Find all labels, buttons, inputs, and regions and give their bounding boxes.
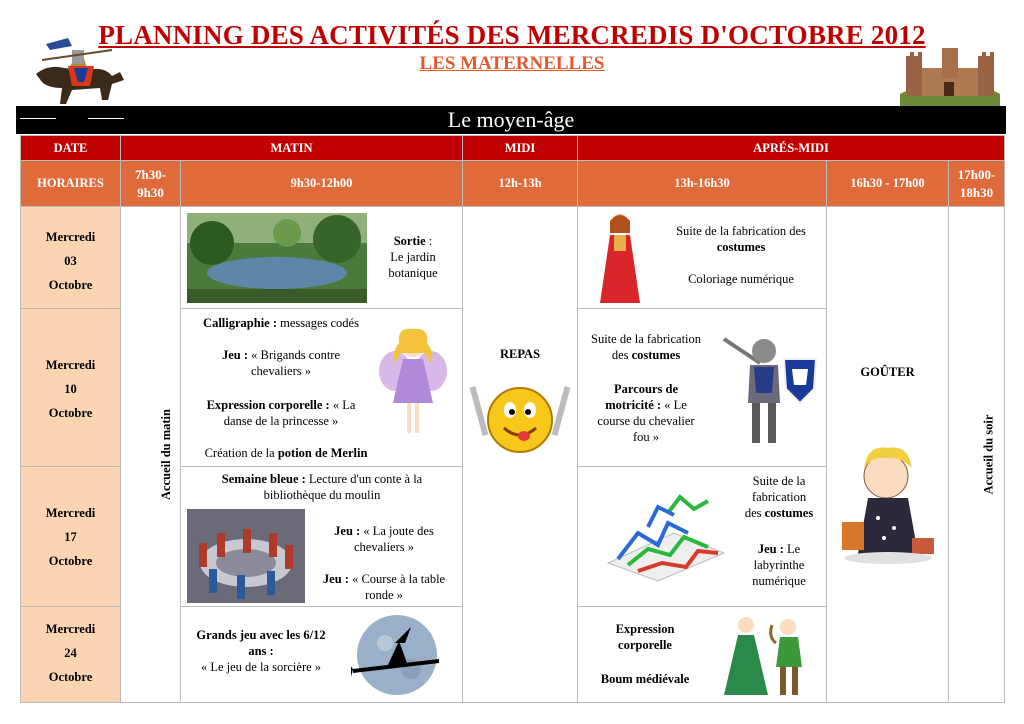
garden-photo — [187, 213, 367, 303]
activity-expression — [181, 397, 381, 429]
activity-title: corporelle — [618, 638, 672, 652]
horaire-apres-midi: 13h-16h30 — [578, 161, 827, 207]
matin-cell — [181, 467, 463, 607]
activity-title: potion de Merlin — [277, 446, 368, 460]
date-line: Octobre — [48, 670, 93, 684]
activity-text: messages codés — [277, 316, 359, 330]
activity-jeu-sorciere — [181, 627, 341, 675]
activity-title: Semaine bleue : — [221, 472, 306, 486]
activity-text: Suite de la fabrication — [591, 332, 702, 346]
activity-text: ronde » — [365, 588, 403, 602]
activity-text: « Course à la table — [348, 572, 446, 586]
gouter-cell — [827, 207, 949, 703]
activity-joute — [309, 523, 459, 555]
activity-text: labyrinthe — [753, 558, 805, 572]
activity-costumes — [732, 473, 826, 521]
activity-text: chevaliers » — [250, 364, 312, 378]
col-matin: MATIN — [121, 136, 463, 161]
date-line: 24 — [64, 646, 77, 660]
activity-text: chevaliers » — [353, 540, 415, 554]
activity-calligraphie — [181, 315, 381, 331]
round-table-photo — [187, 509, 305, 603]
apres-midi-cell — [578, 309, 827, 467]
princess-icon — [596, 211, 648, 305]
accueil-soir-cell — [949, 207, 1005, 703]
table-row — [21, 207, 1005, 309]
witch-moon-icon — [351, 613, 443, 697]
activity-text: Lecture d'un conte à la — [305, 472, 423, 486]
apres-midi-cell — [578, 467, 827, 607]
date-line: Octobre — [48, 554, 93, 568]
activity-title: Expression corporelle : — [206, 398, 330, 412]
apres-midi-cell — [578, 607, 827, 703]
activity-text: Création de la — [204, 446, 278, 460]
date-line: Mercredi — [45, 506, 96, 520]
activity-text: fabrication — [751, 490, 807, 504]
activity-title: costumes — [764, 506, 814, 520]
accueil-matin-cell — [121, 207, 181, 703]
horaire-matin: 9h30-12h00 — [181, 161, 463, 207]
activity-title: Expression — [615, 622, 675, 636]
activity-title: ans : — [248, 644, 274, 658]
gouter-label: GOÛTER — [860, 365, 915, 379]
activity-text: « La joute des — [360, 524, 434, 538]
activity-costumes — [660, 223, 822, 287]
date-line: Octobre — [48, 278, 93, 292]
activity-title: Calligraphie : — [203, 316, 278, 330]
activity-title: Boum médiévale — [600, 672, 690, 686]
activity-text: « Le jeu de la sorcière » — [200, 660, 322, 674]
horaire-midi: 12h-13h — [463, 161, 578, 207]
accueil-soir-label: Accueil du soir — [981, 414, 996, 495]
activity-text: Suite de la — [752, 474, 806, 488]
activity-text: des — [611, 348, 632, 362]
horaire-accueil-matin: 7h30-9h30 — [121, 161, 181, 207]
activity-text: Coloriage numérique — [688, 272, 794, 286]
matin-cell — [181, 309, 463, 467]
medieval-dancers-icon — [716, 613, 820, 699]
activity-text: bibliothèque du moulin — [263, 488, 381, 502]
date-line: 10 — [64, 382, 77, 396]
page-subtitle: LES MATERNELLES — [419, 53, 605, 74]
maze-icon — [598, 493, 730, 585]
child-snack-icon — [838, 438, 938, 568]
activity-text: « Brigands contre — [248, 348, 341, 362]
activity-text: numérique — [752, 574, 806, 588]
activity-semaine-bleue — [181, 471, 463, 503]
activity-costumes — [578, 331, 714, 363]
activity-title: costumes — [716, 240, 766, 254]
activity-text: : — [425, 234, 433, 248]
activity-title: Sortie — [393, 234, 426, 248]
page-header — [0, 0, 1024, 106]
matin-cell — [181, 607, 463, 703]
fairy-icon — [377, 323, 449, 439]
col-apres-midi: APRÉS-MIDI — [578, 136, 1005, 161]
smiley-fork-knife-icon — [468, 376, 572, 460]
horaire-accueil-soir: 17h00-18h30 — [949, 161, 1005, 207]
date-line: Mercredi — [45, 358, 96, 372]
activity-parcours — [578, 381, 714, 445]
activity-potion — [181, 445, 391, 461]
castle-icon — [898, 44, 1002, 106]
theme-divider-left — [20, 118, 56, 119]
apres-midi-cell — [578, 207, 827, 309]
activity-text: Le — [783, 542, 801, 556]
repas-label: REPAS — [499, 347, 541, 361]
activity-text: « La — [329, 398, 356, 412]
knight-icon — [720, 329, 820, 449]
activity-text: des — [744, 506, 765, 520]
activity-text: « Le — [661, 398, 687, 412]
date-line: Mercredi — [45, 230, 96, 244]
activity-title: Grands jeu avec les 6/12 — [196, 628, 326, 642]
col-midi: MIDI — [463, 136, 578, 161]
activity-table-ronde — [309, 571, 459, 603]
page-title: PLANNING DES ACTIVITÉS DES MERCREDIS D'OCTOBRE 2012 — [98, 20, 926, 50]
activity-title: motricité : — [605, 398, 662, 412]
date-cell — [21, 467, 121, 607]
activity-text: danse de la princesse » — [223, 414, 339, 428]
activity-sortie — [371, 233, 455, 281]
activity-text: Le jardin — [390, 250, 436, 264]
horaires-label: HORAIRES — [21, 161, 121, 207]
activity-text: Suite de la fabrication des — [676, 224, 806, 238]
repas-cell — [463, 207, 578, 703]
date-cell — [21, 309, 121, 467]
activity-text: botanique — [388, 266, 438, 280]
activity-title: costumes — [631, 348, 681, 362]
date-cell — [21, 607, 121, 703]
activity-title: Parcours de — [614, 382, 679, 396]
horaire-gouter: 16h30 - 17h00 — [827, 161, 949, 207]
activity-title: Jeu : — [757, 542, 784, 556]
activity-labyrinthe — [732, 541, 826, 589]
header-row-columns — [21, 136, 1005, 161]
activity-expression — [578, 621, 712, 653]
activity-text: fou » — [632, 430, 660, 444]
theme-banner — [16, 106, 1006, 134]
activity-text: course du chevalier — [597, 414, 695, 428]
header-row-horaires — [21, 161, 1005, 207]
activity-title: Jeu : — [221, 348, 249, 362]
accueil-matin-label: Accueil du matin — [158, 409, 173, 500]
activity-jeu — [181, 347, 381, 379]
theme-label: Le moyen-âge — [447, 107, 575, 132]
date-cell — [21, 207, 121, 309]
theme-divider-left-2 — [88, 118, 124, 119]
date-line: Octobre — [48, 406, 93, 420]
col-date: DATE — [21, 136, 121, 161]
planning-table — [20, 135, 1005, 703]
activity-boum — [578, 671, 712, 687]
date-line: 03 — [64, 254, 77, 268]
matin-cell — [181, 207, 463, 309]
activity-title: Jeu : — [322, 572, 349, 586]
activity-title: Jeu : — [334, 524, 361, 538]
date-line: Mercredi — [45, 622, 96, 636]
date-line: 17 — [64, 530, 77, 544]
